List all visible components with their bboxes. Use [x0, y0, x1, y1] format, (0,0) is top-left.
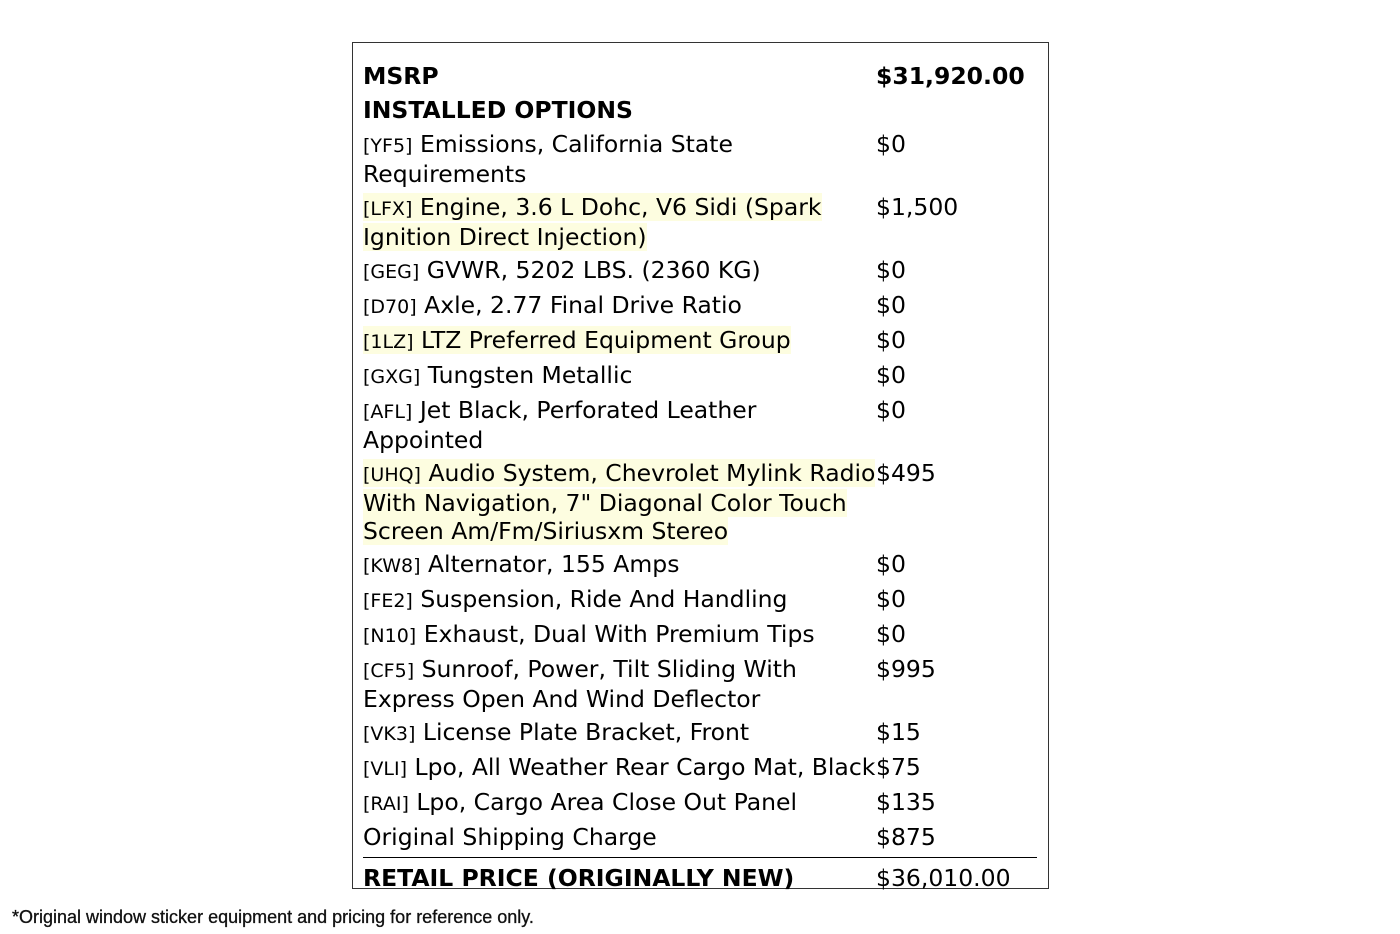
option-name: Emissions, California State Requirements: [363, 130, 733, 188]
option-description: [363, 191, 876, 254]
option-description: [363, 618, 876, 653]
option-description: [363, 457, 876, 548]
shipping-price: $875: [876, 823, 936, 851]
option-name: GVWR, 5202 LBS. (2360 KG): [426, 256, 761, 284]
option-name: Axle, 2.77 Final Drive Ratio: [424, 291, 742, 319]
option-name: Tungsten Metallic: [427, 361, 633, 389]
msrp-label: MSRP: [363, 62, 439, 90]
option-text: [363, 788, 797, 816]
option-name: Audio System, Chevrolet Mylink Radio With Navigation, 7" Diagonal Color Touch Screen Am/Fm/Siriusxm Stereo: [363, 459, 876, 545]
option-description: [363, 716, 876, 751]
option-price: $0: [876, 256, 906, 284]
option-description: [363, 394, 876, 457]
option-code: [AFL]: [363, 401, 413, 423]
option-name: License Plate Bracket, Front: [422, 718, 750, 746]
footnote: *Original window sticker equipment and pricing for reference only.: [12, 907, 534, 927]
option-description: [363, 548, 876, 583]
option-code: [GXG]: [363, 366, 421, 388]
option-row: [363, 359, 1037, 394]
option-name: Lpo, Cargo Area Close Out Panel: [416, 788, 798, 816]
option-code: [D70]: [363, 296, 417, 318]
option-name: Suspension, Ride And Handling: [420, 585, 788, 613]
option-price: $0: [876, 550, 906, 578]
shipping-row: [363, 821, 1037, 855]
retail-price-row: [363, 857, 1037, 896]
option-code: [RAI]: [363, 793, 409, 815]
option-name: Alternator, 155 Amps: [427, 550, 680, 578]
option-code: [LFX]: [363, 198, 413, 220]
option-code: [FE2]: [363, 590, 413, 612]
msrp-price: $31,920.00: [876, 62, 1025, 90]
option-text: [363, 550, 679, 578]
option-row: [363, 394, 1037, 457]
option-text: [363, 396, 756, 454]
option-code: [CF5]: [363, 660, 415, 682]
option-text: [363, 718, 749, 746]
option-price: $15: [876, 718, 921, 746]
highlighted-option-text: [363, 459, 875, 545]
option-price: $995: [876, 655, 936, 683]
option-code: [UHQ]: [363, 464, 421, 486]
highlighted-option-text: [363, 326, 791, 354]
option-row: [363, 653, 1037, 716]
option-price: $1,500: [876, 193, 959, 221]
option-row: [363, 548, 1037, 583]
option-price: $75: [876, 753, 921, 781]
shipping-label: Original Shipping Charge: [363, 823, 657, 851]
retail-price-value: $36,010.00: [876, 864, 1011, 892]
option-price: $0: [876, 130, 906, 158]
option-row: [363, 583, 1037, 618]
option-description: [363, 254, 876, 289]
option-price: $0: [876, 361, 906, 389]
option-description: [363, 128, 876, 191]
option-row: [363, 786, 1037, 821]
option-description: [363, 786, 876, 821]
installed-options-heading: INSTALLED OPTIONS: [363, 96, 633, 124]
option-code: [VK3]: [363, 723, 416, 745]
option-text: [363, 655, 797, 713]
price-table: [363, 60, 1037, 896]
option-text: [363, 256, 761, 284]
option-row: [363, 289, 1037, 324]
option-text: [363, 753, 875, 781]
option-text: [363, 585, 787, 613]
option-description: [363, 653, 876, 716]
installed-options-heading-row: [363, 94, 1037, 128]
option-code: [GEG]: [363, 261, 420, 283]
option-name: Exhaust, Dual With Premium Tips: [423, 620, 815, 648]
msrp-row: [363, 60, 1037, 94]
options-list: [363, 128, 1037, 821]
option-row: [363, 254, 1037, 289]
option-price: $0: [876, 396, 906, 424]
option-text: [363, 291, 742, 319]
option-row: [363, 191, 1037, 254]
option-price: $0: [876, 326, 906, 354]
option-row: [363, 751, 1037, 786]
option-name: Engine, 3.6 L Dohc, V6 Sidi (Spark Ignition Direct Injection): [363, 193, 822, 251]
option-price: $135: [876, 788, 936, 816]
option-description: [363, 359, 876, 394]
option-row: [363, 618, 1037, 653]
option-name: Lpo, All Weather Rear Cargo Mat, Black: [414, 753, 876, 781]
option-row: [363, 457, 1037, 548]
option-price: $0: [876, 620, 906, 648]
option-row: [363, 716, 1037, 751]
option-code: [N10]: [363, 625, 417, 647]
option-row: [363, 324, 1037, 359]
option-name: LTZ Preferred Equipment Group: [421, 326, 791, 354]
option-code: [1LZ]: [363, 331, 414, 353]
option-price: $0: [876, 291, 906, 319]
option-description: [363, 324, 876, 359]
option-name: Sunroof, Power, Tilt Sliding With Express Open And Wind Deflector: [363, 655, 797, 713]
highlighted-option-text: [363, 193, 822, 251]
option-price: $495: [876, 459, 936, 487]
option-text: [363, 361, 632, 389]
option-description: [363, 289, 876, 324]
option-price: $0: [876, 585, 906, 613]
option-name: Jet Black, Perforated Leather Appointed: [363, 396, 757, 454]
option-code: [KW8]: [363, 555, 421, 577]
option-text: [363, 620, 815, 648]
option-text: [363, 130, 733, 188]
option-code: [VLI]: [363, 758, 408, 780]
option-row: [363, 128, 1037, 191]
window-sticker: [352, 42, 1049, 892]
option-description: [363, 583, 876, 618]
retail-price-label: RETAIL PRICE (ORIGINALLY NEW): [363, 864, 795, 892]
option-description: [363, 751, 876, 786]
option-code: [YF5]: [363, 135, 413, 157]
